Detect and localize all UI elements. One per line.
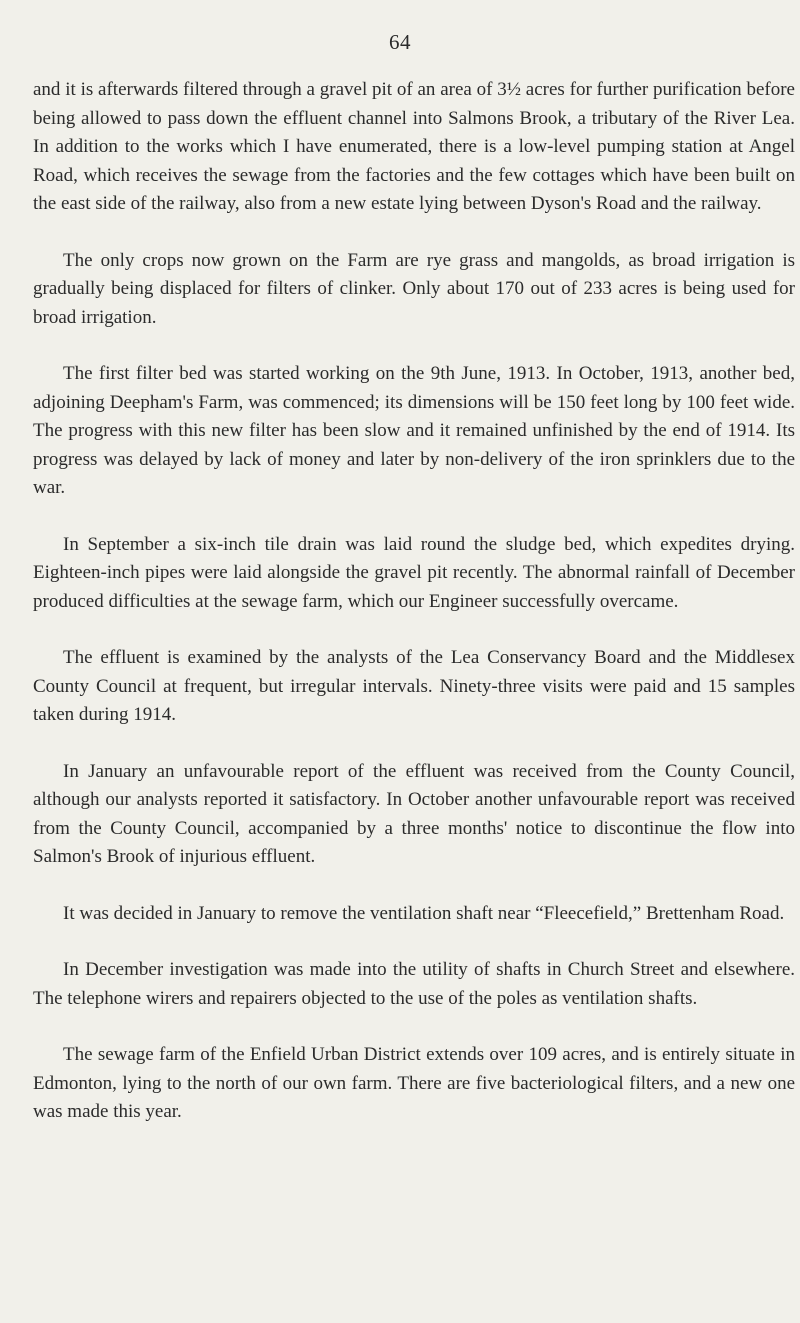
paragraph-county-reports: In January an unfavourable report of the effluent was received from the County Council, although our analysts reported it satisfactory. In October another unfavourable report was received from the County Council, accompanied by a three months' notice to discontinue the flow into Salmon's Brook of injurious effluent. (33, 760, 795, 867)
paragraph-filter-bed: The first filter bed was started working on the 9th June, 1913. In October, 1913, another bed, adjoining Deepham's Farm, was commenced; its dimensions will be 150 feet long by 100 feet wide. The progress with this new filter has been slow and it remained unfinished by the end of 1914. Its progress was delayed by lack of money and later by non-delivery of the iron sprinklers due to the war. (33, 363, 795, 498)
paragraph-enfield-farm: The sewage farm of the Enfield Urban District extends over 109 acres, and is entirely situate in Edmonton, lying to the north of our own farm. There are five bacteriological filters, and a new one was made this year. (33, 1044, 795, 1122)
page-number: 64 (389, 30, 411, 54)
paragraph-effluent-analysis: The effluent is examined by the analysts of the Lea Conservancy Board and the Middlesex County Council at frequent, but irregular intervals. Ninety-three visits were paid and 15 samples taken during 1914. (33, 647, 795, 725)
paragraph-ventilation-shaft: It was decided in January to remove the ventilation shaft near “Fleecefield,” Brettenham Road. (63, 902, 785, 924)
paragraph-drainage: In September a six-inch tile drain was laid round the sludge bed, which expedites drying. Eighteen-inch pipes were laid alongside the gravel pit recently. The abnormal rainfall of December produced difficulties at the sewage farm, which our Engineer successfully overcame. (33, 533, 795, 612)
body-text (33, 76, 795, 1155)
paragraph-gravel-pit: and it is afterwards filtered through a gravel pit of an area of 3½ acres for further purification before being allowed to pass down the effluent channel into Salmons Brook, a tributary of the River Lea. In addition to the works which I have enumerated, there is a low-level pumping station at Angel Road, which receives the sewage from the factories and the few cottages which have been built on the east side of the railway, also from a new estate lying between Dyson's Road and the railway. (33, 79, 795, 214)
paragraph-church-street: In December investigation was made into the utility of shafts in Church Street and elsewhere. The telephone wirers and repairers objected to the use of the poles as ventilation shafts. (33, 959, 795, 1009)
paragraph-crops: The only crops now grown on the Farm are rye grass and mangolds, as broad irrigation is gradually being displaced for filters of clinker. Only about 170 out of 233 acres is being used for broad irrigation. (33, 249, 795, 328)
